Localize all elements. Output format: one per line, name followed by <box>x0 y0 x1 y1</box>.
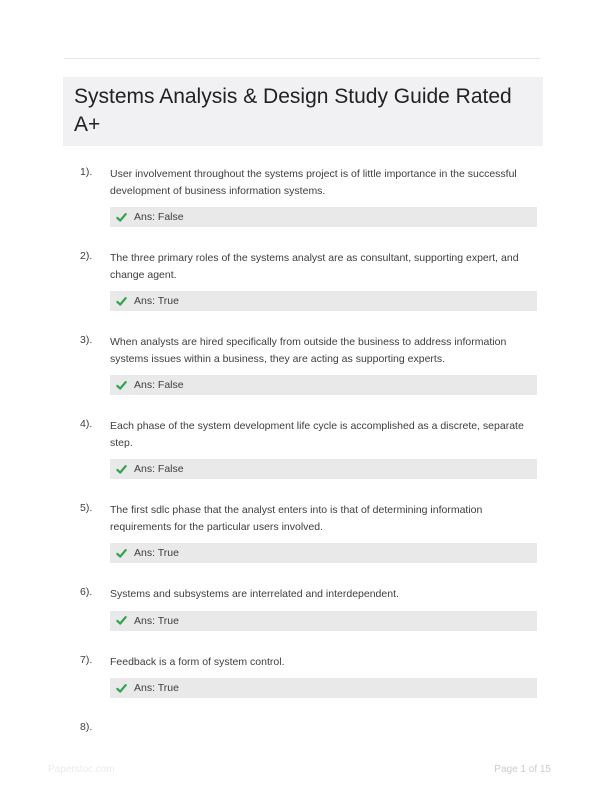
check-icon <box>116 212 127 223</box>
answer-text: Ans: False <box>134 379 184 391</box>
question-number: 5). <box>80 502 93 514</box>
answer-bar <box>110 291 537 311</box>
check-icon <box>116 380 127 391</box>
check-icon <box>116 296 127 307</box>
question-row <box>80 418 537 451</box>
question-text: Each phase of the system development life cycle is accomplished as a discrete, separate step. <box>110 420 524 449</box>
check-icon <box>116 464 127 475</box>
answer-bar <box>110 678 537 698</box>
answer-text: Ans: False <box>134 463 184 475</box>
answer-text: Ans: True <box>134 682 179 694</box>
question-row <box>80 502 537 535</box>
watermark-text: Paperstoc.com <box>48 764 115 775</box>
answer-bar <box>110 611 537 631</box>
answer-bar <box>110 207 537 227</box>
header-divider <box>64 58 540 59</box>
question-item <box>80 502 537 563</box>
question-text: The three primary roles of the systems analyst are as consultant, supporting expert, and change agent. <box>110 252 519 281</box>
question-text: When analysts are hired specifically from outside the business to address information systems issues within a business, they are acting as supporting experts. <box>110 336 507 365</box>
question-number: 4). <box>80 418 93 430</box>
question-number: 1). <box>80 166 93 178</box>
question-number: 2). <box>80 250 93 262</box>
answer-bar <box>110 459 537 479</box>
answer-text: Ans: True <box>134 614 179 627</box>
question-text: Systems and subsystems are interrelated and interdependent. <box>110 588 399 600</box>
question-text: Feedback is a form of system control. <box>110 655 285 668</box>
question-number: 7). <box>80 653 93 666</box>
question-row <box>80 654 537 671</box>
question-item <box>80 166 537 227</box>
question-item <box>80 250 537 311</box>
question-number: 6). <box>80 586 93 598</box>
question-row <box>80 721 537 738</box>
question-item <box>80 721 537 738</box>
answer-text: Ans: True <box>134 547 179 559</box>
question-list <box>80 166 537 761</box>
question-item <box>80 586 537 631</box>
question-number: 8). <box>80 721 93 733</box>
question-text: User involvement throughout the systems project is of little importance in the successful development of business information systems. <box>110 168 517 197</box>
answer-text: Ans: False <box>134 211 184 223</box>
question-item <box>80 418 537 479</box>
page-indicator: Page 1 of 15 <box>494 764 551 775</box>
document-title-box <box>63 77 543 146</box>
page-footer <box>48 764 551 775</box>
question-number: 3). <box>80 334 93 346</box>
answer-bar <box>110 543 537 563</box>
check-icon <box>116 548 127 559</box>
answer-text: Ans: True <box>134 295 179 307</box>
question-row <box>80 586 537 603</box>
check-icon <box>116 683 127 694</box>
question-row <box>80 334 537 367</box>
question-item <box>80 334 537 395</box>
question-item <box>80 654 537 699</box>
question-text: The first sdlc phase that the analyst enters into is that of determining information requirements for the particular users involved. <box>110 504 483 533</box>
question-text <box>110 721 537 738</box>
answer-bar <box>110 375 537 395</box>
question-row <box>80 166 537 199</box>
check-icon <box>116 615 127 626</box>
page-title: Systems Analysis & Design Study Guide Rated A+ <box>74 85 512 136</box>
question-row <box>80 250 537 283</box>
